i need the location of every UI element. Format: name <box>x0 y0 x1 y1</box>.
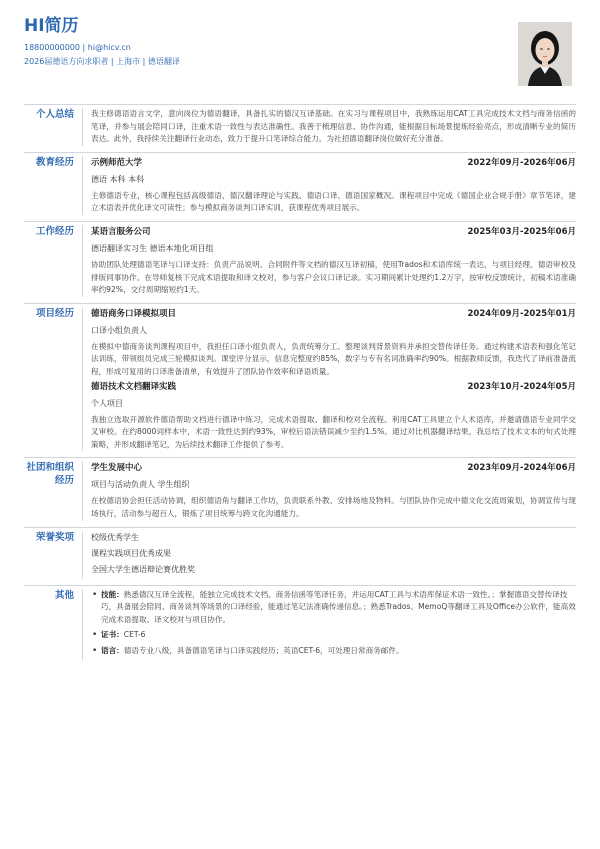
section-title-others: 其他 <box>54 589 74 601</box>
section-title-campus <box>24 461 82 520</box>
awards-section <box>24 527 576 585</box>
job-intent: 2026届德语方向求职者 | 上海市 | 德语翻译 <box>24 57 180 66</box>
project-role: 个人项目 <box>91 398 123 408</box>
resume-name: HI简历 <box>24 16 79 36</box>
contact-info: 18800000000 | hi@hicv.cn <box>24 43 131 52</box>
other-text: 熟悉德汉互译全流程，能独立完成技术文档、商务信函等笔译任务，并运用CAT工具与术语库保证术语一致性。；掌握德语交替传译技巧，具备展会陪同、商务谈判等场景的口译经验，能通过笔记法准确传递信息。；熟悉Trados、MemoQ等翻译工具及Office办公软件，能高效完成术语提取、译文校对与项目协作。 <box>101 589 576 624</box>
other-label: 技能： <box>101 589 124 599</box>
work-text: 协助团队处理德语笔译与口译支持：负责产品说明、合同附件等文档的德汉互译初稿，使用Trados和术语库统一表达，与项目经理、德语审校及排版同事协作。在导师复核下完成术语提取和译文校对，参与客户会议口译记录。实习期间累计处理约1.2万字，按审校反馈统计，初稿术语准确率约92%，交付周期缩短约1天。 <box>91 259 576 295</box>
others-section <box>24 585 576 667</box>
work-date: 2025年03月-2025年06月 <box>467 226 576 237</box>
award-item: 全国大学生德语辩论赛优胜奖 <box>91 564 195 574</box>
work-role: 德语翻译实习生 德语本地化项目组 <box>91 243 214 253</box>
other-item-language <box>91 645 576 658</box>
projects-section <box>24 303 576 458</box>
portrait-icon <box>518 22 572 86</box>
resume-sections <box>24 104 576 666</box>
campus-role: 项目与活动负责人 学生组织 <box>91 480 190 490</box>
education-date: 2022年09月-2026年06月 <box>467 157 576 168</box>
other-item-skills <box>91 589 576 627</box>
project-date: 2023年10月-2024年05月 <box>467 381 576 392</box>
section-title-projects: 项目经历 <box>35 307 74 319</box>
other-label: 语言： <box>101 645 124 655</box>
section-title-education: 教育经历 <box>35 156 74 168</box>
project-text: 我独立选取开源软件德语帮助文档进行德译中练习，完成术语提取、翻译和校对全流程。利用CAT工具建立个人术语库，并邀请德语专业同学交叉审校。在约8000词样本中，术语一致性达到约93%，审校后语法错误减少至约1.5%。通过对比机器翻译结果，我总结了技术文本的句式处理策略，并形成翻译笔记，为后续技术翻译工作提供了参考。 <box>91 414 576 449</box>
project-name: 德语技术文档翻译实践 <box>91 381 177 392</box>
award-item: 校级优秀学生 <box>91 532 139 542</box>
summary-text: 我主修德语语言文学，意向岗位为德语翻译，具备扎实的德汉互译基础。在实习与课程项目中，我熟练运用CAT工具完成技术文档与商务信函的笔译，并参与展会陪同口译，注重术语一致性与表达准确性。我善于梳理信息、协作沟通，能根据目标场景提炼经验亮点，形成清晰专业的简历表达。此外，我持续关注翻译行业动态，致力于提升口笔译综合能力，为社招德语翻译岗位做好充分准备。 <box>91 109 576 144</box>
campus-section <box>24 457 576 526</box>
project-date: 2024年09月-2025年01月 <box>467 308 576 319</box>
school-name: 示例师范大学 <box>91 157 143 168</box>
section-title-awards: 荣誉奖项 <box>35 531 74 543</box>
project-text: 在模拟中德商务谈判课程项目中，我担任口译小组负责人，负责统筹分工、整理谈判背景资料并承担交替传译任务。通过构建术语表和强化笔记法训练，带领组员完成三轮模拟谈判。课堂评分显示，信息完整度约85%，数字与专有名词准确率约90%。根据教师反馈，我迭代了译前准备流程，形成可复用的口译准备清单，有效提升了团队协作效率和译语质量。 <box>91 341 576 376</box>
section-title-campus-line2: 经历 <box>54 475 74 487</box>
section-title-summary: 个人总结 <box>35 109 74 120</box>
other-text: 德语专业八级，具备德语笔译与口译实践经历；英语CET-6，可处理日常商务邮件。 <box>123 645 404 655</box>
section-title-campus-line1: 社团和组织 <box>26 462 74 474</box>
other-item-certificate <box>91 629 576 642</box>
work-section <box>24 221 576 303</box>
company-name: 某语言服务公司 <box>91 226 151 237</box>
other-text: CET-6 <box>123 630 146 640</box>
portrait-photo <box>518 22 572 86</box>
project-role: 口译小组负责人 <box>91 325 147 335</box>
other-label: 证书： <box>101 630 124 640</box>
resume-header <box>24 16 576 86</box>
summary-section <box>24 104 576 152</box>
degree-line: 德语 本科 本科 <box>91 174 145 184</box>
education-section <box>24 152 576 221</box>
award-item: 课程实践项目优秀成果 <box>91 548 171 558</box>
education-text: 主修德语专业，核心课程包括高级德语、德汉翻译理论与实践、德语口译、德语国家概况。课程项目中完成《德国企业合规手册》章节笔译，建立术语表并优化译文可读性；参与模拟商务谈判口译实训，获课程优秀项目展示。 <box>91 190 576 213</box>
section-title-work: 工作经历 <box>35 225 74 237</box>
org-name: 学生发展中心 <box>91 463 143 474</box>
project-name: 德语商务口译模拟项目 <box>91 308 177 319</box>
campus-date: 2023年09月-2024年06月 <box>467 463 576 474</box>
campus-text: 在校德语协会担任活动协调，组织德语角与翻译工作坊，负责联系外教、安排场地及物料。与团队协作完成中德文化交流周策划，协调宣传与现场执行，活动参与超百人，锻炼了项目统筹与跨文化沟通能力。 <box>91 496 576 518</box>
